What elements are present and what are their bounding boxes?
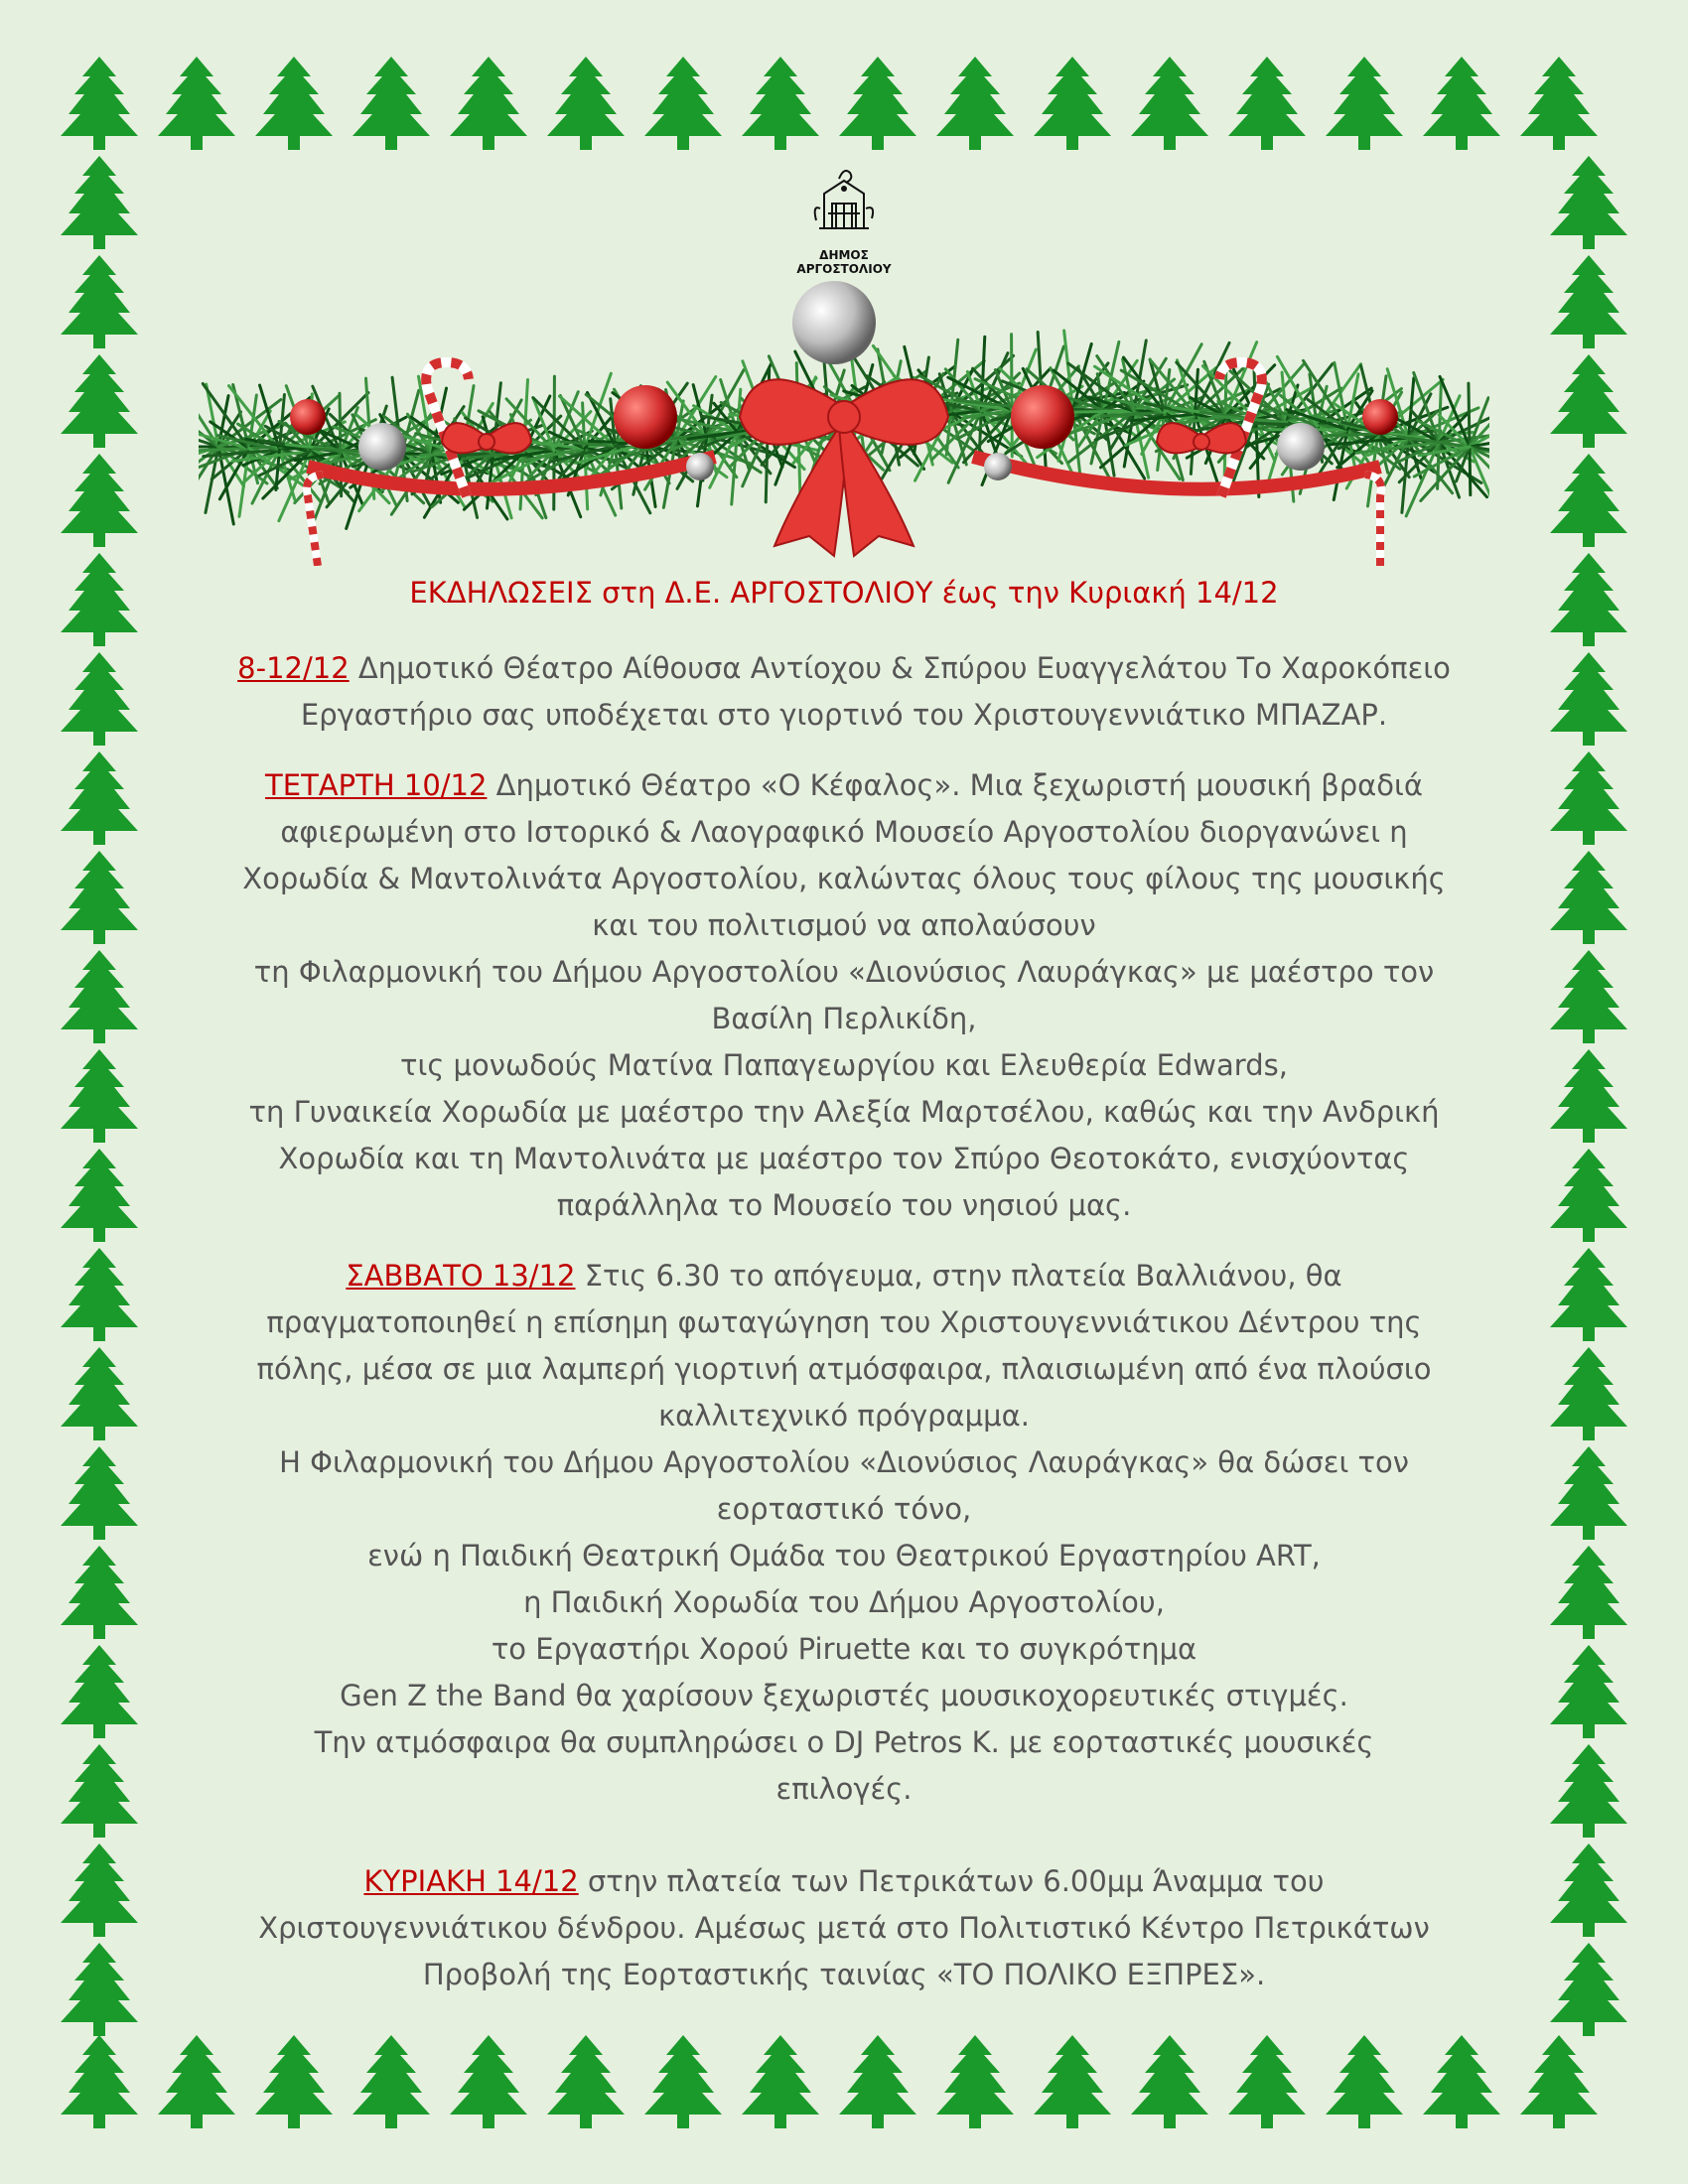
christmas-tree-icon xyxy=(1544,948,1633,1047)
christmas-tree-icon xyxy=(930,2033,1020,2132)
christmas-tree-icon xyxy=(55,1246,144,1345)
christmas-tree-icon xyxy=(1417,2033,1506,2132)
christmas-tree-icon xyxy=(1544,1147,1633,1246)
event-4-line-1 xyxy=(199,1858,1489,1905)
silver-ornament-icon xyxy=(1277,423,1325,471)
event-4-line-2: Χριστουγεννιάτικου δένδρου. Αμέσως μετά στο Πολιτιστικό Κέντρο Πετρικάτων xyxy=(258,1911,1430,1945)
red-ornament-icon xyxy=(1011,385,1074,449)
christmas-tree-icon xyxy=(1544,750,1633,849)
christmas-tree-icon xyxy=(833,55,922,154)
christmas-tree-icon xyxy=(1544,253,1633,352)
christmas-tree-icon xyxy=(1222,2033,1312,2132)
christmas-tree-icon xyxy=(249,55,339,154)
christmas-tree-icon xyxy=(930,55,1020,154)
christmas-tree-icon xyxy=(55,1941,144,2040)
silver-ornament-icon xyxy=(792,281,876,364)
event-3-line-2: πραγματοποιηθεί η επίσημη φωταγώγηση του Χριστουγεννιάτικου Δέντρου της xyxy=(266,1305,1422,1339)
christmas-tree-icon xyxy=(55,849,144,948)
christmas-tree-icon xyxy=(1514,2033,1604,2132)
christmas-tree-icon xyxy=(638,2033,728,2132)
christmas-tree-icon xyxy=(1222,55,1312,154)
christmas-tree-icon xyxy=(1544,849,1633,948)
christmas-tree-icon xyxy=(55,1147,144,1246)
candy-cane-icon xyxy=(307,475,323,566)
event-3-line-4: καλλιτεχνικό πρόγραμμα. xyxy=(658,1399,1030,1433)
event-3 xyxy=(199,1253,1489,1813)
event-4-date: ΚΥΡΙΑΚΗ 14/12 xyxy=(363,1864,579,1898)
event-3-line-3: πόλης, μέσα σε μια λαμπερή γιορτινή ατμόσφαιρα, πλαισιωμένη από ένα πλούσιο xyxy=(256,1352,1432,1386)
christmas-tree-icon xyxy=(55,1742,144,1842)
christmas-tree-icon xyxy=(1544,551,1633,650)
christmas-tree-icon xyxy=(1544,352,1633,452)
event-3-line-11: Την ατμόσφαιρα θα συμπληρώσει ο DJ Petros K. με εορταστικές μουσικές xyxy=(314,1725,1374,1759)
christmas-tree-icon xyxy=(736,55,825,154)
christmas-tree-icon xyxy=(55,1444,144,1544)
christmas-tree-icon xyxy=(1514,55,1604,154)
christmas-tree-icon xyxy=(55,1842,144,1941)
event-3-line-5: Η Φιλαρμονική του Δήμου Αργοστολίου «Διονύσιος Λαυράγκας» θα δώσει τον xyxy=(279,1445,1409,1479)
event-3-date: ΣΑΒΒΑΤΟ 13/12 xyxy=(346,1259,576,1293)
christmas-tree-icon xyxy=(55,452,144,551)
christmas-tree-icon xyxy=(1544,1643,1633,1742)
event-2-line-4: και του πολιτισμού να απολαύσουν xyxy=(592,908,1096,942)
christmas-tree-icon xyxy=(1544,154,1633,253)
christmas-tree-icon xyxy=(1544,1742,1633,1842)
christmas-tree-icon xyxy=(1028,55,1117,154)
event-2-line-9: Χορωδία και τη Μαντολινάτα με μαέστρο τον Σπύρο Θεοτοκάτο, ενισχύοντας xyxy=(278,1142,1410,1175)
event-4 xyxy=(199,1858,1489,1998)
event-2 xyxy=(199,762,1489,1229)
christmas-tree-icon xyxy=(1544,1842,1633,1941)
christmas-tree-icon xyxy=(1320,55,1409,154)
christmas-tree-icon xyxy=(152,2033,241,2132)
event-4-line-3: Προβολή της Εορταστικής ταινίας «ΤΟ ΠΟΛΙΚΟ ΕΞΠΡΕΣ». xyxy=(422,1958,1266,1991)
christmas-tree-icon xyxy=(55,650,144,750)
christmas-tree-icon xyxy=(55,55,144,154)
red-ornament-icon xyxy=(1362,399,1398,435)
event-2-line-8: τη Γυναικεία Χορωδία με μαέστρο την Αλεξία Μαρτσέλου, καθώς και την Ανδρική xyxy=(248,1095,1440,1129)
christmas-tree-icon xyxy=(55,1643,144,1742)
event-2-line-1 xyxy=(199,762,1489,809)
christmas-tree-icon xyxy=(55,2033,144,2132)
christmas-tree-icon xyxy=(55,352,144,452)
event-2-line-6: Βασίλη Περλικίδη, xyxy=(711,1002,977,1035)
red-ornament-icon xyxy=(290,399,326,435)
page-title: ΕΚΔΗΛΩΣΕΙΣ στη Δ.Ε. ΑΡΓΟΣΤΟΛΙΟΥ έως την Κυριακή 14/12 xyxy=(409,576,1279,610)
municipality-emblem-icon xyxy=(784,159,904,244)
christmas-tree-icon xyxy=(55,253,144,352)
candy-cane-icon xyxy=(1365,475,1381,566)
event-2-date: ΤΕΤΑΡΤΗ 10/12 xyxy=(265,768,488,802)
logo-caption-line1: ΔΗΜΟΣ xyxy=(819,248,869,262)
christmas-tree-icon xyxy=(152,55,241,154)
red-bow-icon xyxy=(740,379,948,556)
event-2-line-2: αφιερωμένη στο Ιστορικό & Λαογραφικό Μουσείο Αργοστολίου διοργανώνει η xyxy=(280,815,1408,849)
event-4-text: στην πλατεία των Πετρικάτων 6.00μμ Άναμμα του xyxy=(578,1864,1325,1898)
event-3-line-8: η Παιδική Χορωδία του Δήμου Αργοστολίου, xyxy=(523,1585,1165,1619)
event-1-text: Δημοτικό Θέατρο Αίθουσα Αντίοχου & Σπύρου Ευαγγελάτου Το Χαροκόπειο xyxy=(349,651,1451,685)
event-3-line-12: επιλογές. xyxy=(775,1772,913,1806)
christmas-tree-icon xyxy=(1544,1246,1633,1345)
christmas-tree-icon xyxy=(55,551,144,650)
christmas-tree-icon xyxy=(833,2033,922,2132)
christmas-tree-icon xyxy=(55,750,144,849)
christmas-tree-icon xyxy=(444,55,533,154)
christmas-tree-icon xyxy=(1544,1047,1633,1147)
christmas-tree-icon xyxy=(249,2033,339,2132)
christmas-tree-icon xyxy=(1544,452,1633,551)
event-1-date: 8-12/12 xyxy=(237,651,350,685)
christmas-tree-icon xyxy=(541,2033,631,2132)
christmas-tree-icon xyxy=(1125,2033,1214,2132)
christmas-tree-icon xyxy=(55,948,144,1047)
event-1-line-2: Εργαστήριο σας υποδέχεται στο γιορτινό του Χριστουγεννιάτικο ΜΠΑΖΑΡ. xyxy=(300,698,1388,732)
christmas-tree-icon xyxy=(347,55,436,154)
event-3-line-7: ενώ η Παιδική Θεατρική Ομάδα του Θεατρικού Εργαστηρίου ART, xyxy=(367,1539,1321,1572)
municipality-logo xyxy=(784,159,904,278)
event-2-line-5: τη Φιλαρμονική του Δήμου Αργοστολίου «Διονύσιος Λαυράγκας» με μαέστρο τον xyxy=(253,955,1435,989)
christmas-tree-icon xyxy=(347,2033,436,2132)
logo-caption-line2: ΑΡΓΟΣΤΟΛΙΟΥ xyxy=(796,262,892,276)
christmas-tree-icon xyxy=(1544,1544,1633,1643)
event-3-line-6: εορταστικό τόνο, xyxy=(716,1492,972,1526)
event-2-line-7: τις μονωδούς Ματίνα Παπαγεωργίου και Ελευθερία Edwards, xyxy=(400,1048,1288,1082)
event-3-line-9: το Εργαστήρι Χορού Piruette και το συγκρότημα xyxy=(491,1632,1197,1666)
event-2-line-3: Χορωδία & Μαντολινάτα Αργοστολίου, καλώντας όλους τους φίλους της μουσικής xyxy=(242,862,1446,895)
christmas-tree-icon xyxy=(1125,55,1214,154)
event-2-line-10: παράλληλα το Μουσείο του νησιού μας. xyxy=(556,1188,1132,1222)
christmas-tree-icon xyxy=(1544,1345,1633,1444)
christmas-tree-icon xyxy=(444,2033,533,2132)
silver-ornament-icon xyxy=(984,453,1012,480)
event-3-line-1 xyxy=(199,1253,1489,1299)
flyer-content xyxy=(199,159,1489,2005)
event-3-line-10: Gen Z the Band θα χαρίσουν ξεχωριστές μουσικοχορευτικές στιγμές. xyxy=(340,1679,1348,1712)
christmas-tree-icon xyxy=(541,55,631,154)
silver-ornament-icon xyxy=(686,453,714,480)
christmas-tree-icon xyxy=(55,1544,144,1643)
silver-ornament-icon xyxy=(358,423,406,471)
red-ornament-icon xyxy=(614,385,677,449)
christmas-tree-icon xyxy=(1544,1444,1633,1544)
event-2-text: Δημοτικό Θέατρο «Ο Κέφαλος». Μια ξεχωριστή μουσική βραδιά xyxy=(487,768,1423,802)
christmas-garland-illustration xyxy=(199,268,1489,566)
christmas-tree-icon xyxy=(1544,650,1633,750)
christmas-tree-icon xyxy=(638,55,728,154)
event-1-line-1 xyxy=(199,645,1489,692)
christmas-tree-icon xyxy=(55,1047,144,1147)
christmas-tree-icon xyxy=(55,154,144,253)
event-3-text: Στις 6.30 το απόγευμα, στην πλατεία Βαλλιάνου, θα xyxy=(575,1259,1342,1293)
christmas-tree-icon xyxy=(736,2033,825,2132)
christmas-tree-icon xyxy=(1320,2033,1409,2132)
christmas-tree-icon xyxy=(55,1345,144,1444)
christmas-tree-icon xyxy=(1028,2033,1117,2132)
christmas-tree-icon xyxy=(1544,1941,1633,2040)
event-1 xyxy=(199,645,1489,739)
christmas-tree-icon xyxy=(1417,55,1506,154)
